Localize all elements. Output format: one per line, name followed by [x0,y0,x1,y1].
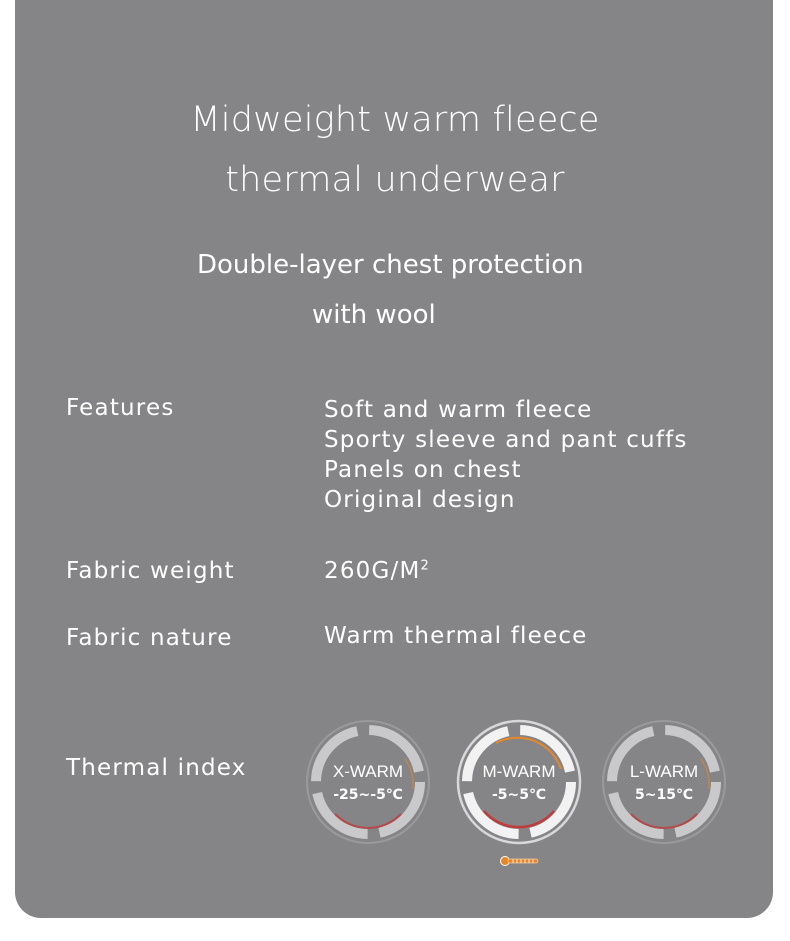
fabric-weight-superscript: 2 [420,558,431,574]
title-line-2: thermal underwear [225,160,565,200]
thermal-dial-l-warm [601,719,727,845]
dial-ring-icon [305,719,431,845]
fabric-nature-value: Warm thermal fleece [324,623,588,649]
feature-item: Sporty sleeve and pant cuffs [324,427,688,453]
thermometer-icon [499,852,541,864]
dial-range: -25~-5℃ [333,787,403,803]
fabric-weight-number: 260G/M [324,558,421,584]
subtitle-line-2: with wool [312,300,436,330]
dial-range: -5~5℃ [492,787,546,803]
thermal-dial-m-warm [456,719,582,845]
subtitle-line-1: Double-layer chest protection [197,250,584,280]
dial-range: 5~15℃ [635,787,693,803]
title-line-1: Midweight warm fleece [190,100,600,140]
fabric-weight-label: Fabric weight [66,558,235,584]
fabric-weight-value [324,558,430,584]
dial-name: L-WARM [629,762,699,781]
features-list [324,395,688,515]
features-label: Features [66,395,175,421]
feature-item: Soft and warm fleece [324,397,593,423]
dial-name: X-WARM [332,762,404,781]
dial-ring-icon [456,719,582,845]
dial-ring-icon [601,719,727,845]
fabric-nature-label: Fabric nature [66,625,233,651]
dial-name: M-WARM [482,762,556,781]
thermal-dial-x-warm [305,719,431,845]
thermal-index-label: Thermal index [66,755,247,781]
feature-item: Original design [324,487,516,513]
feature-item: Panels on chest [324,457,522,483]
